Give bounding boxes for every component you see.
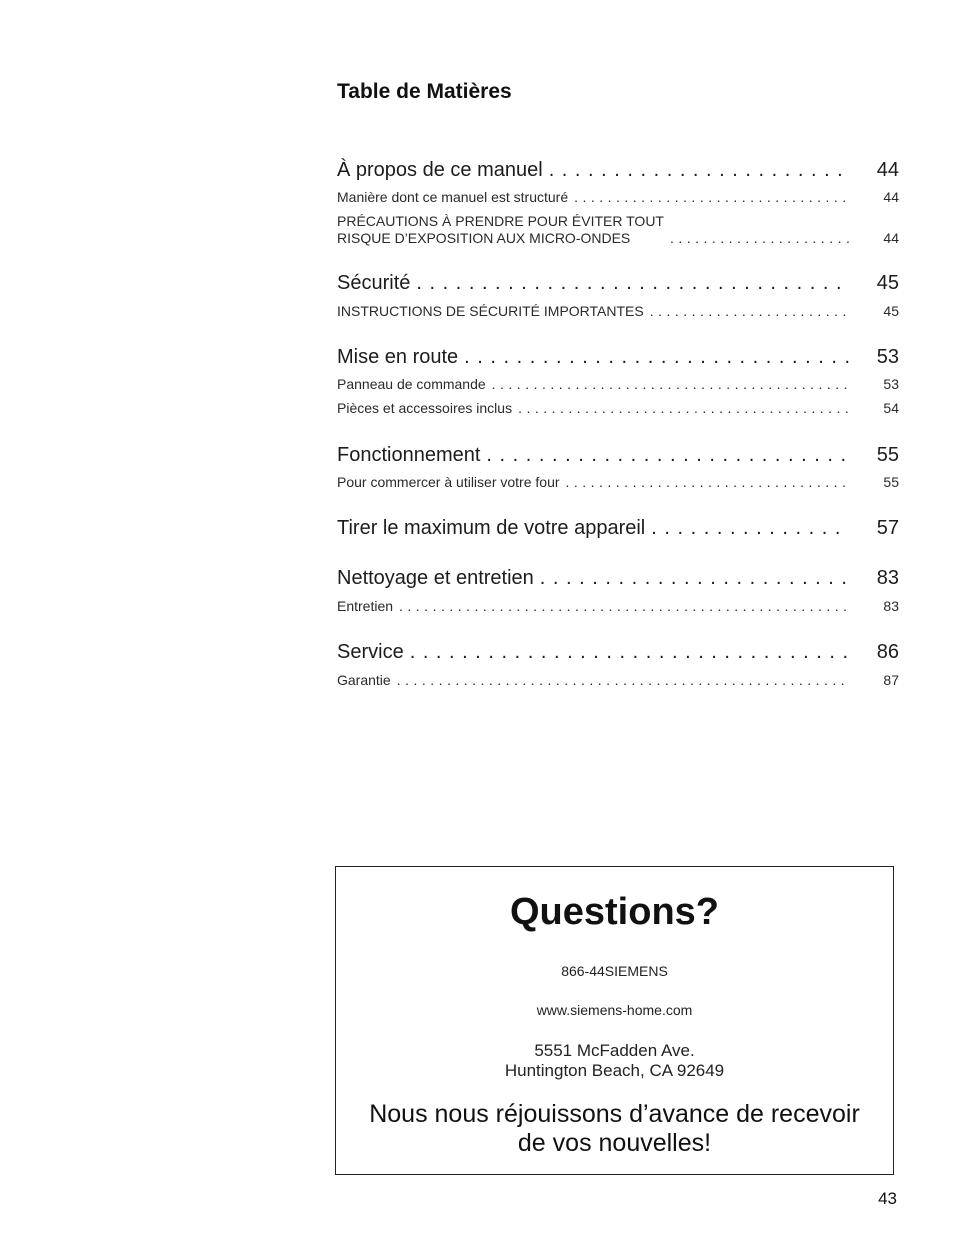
toc-heading: Table de Matières <box>337 80 512 103</box>
phone-number[interactable]: 866-44SIEMENS <box>561 963 668 979</box>
questions-box <box>335 866 894 1175</box>
toc-entry-label: PRÉCAUTIONS À PRENDRE POUR ÉVITER TOUT RISQUE D’EXPOSITION AUX MICRO-ONDES <box>337 213 664 246</box>
dot-leader <box>650 302 849 320</box>
toc-entry-page: 87 <box>883 672 899 688</box>
toc-entry-securite[interactable] <box>337 270 899 296</box>
toc-entry-page: 45 <box>883 303 899 319</box>
toc-entry-page: 55 <box>876 444 899 466</box>
toc-entry-label: INSTRUCTIONS DE SÉCURITÉ IMPORTANTES <box>337 303 644 319</box>
toc-entry-service[interactable] <box>337 639 899 665</box>
dot-leader <box>397 671 849 689</box>
closing-message-line-2: de vos nouvelles! <box>517 1129 712 1157</box>
dot-leader <box>670 229 849 247</box>
website-link[interactable]: www.siemens-home.com <box>536 1002 693 1018</box>
toc-entry-mise-en-route[interactable] <box>337 344 899 370</box>
toc-entry-label: Nettoyage et entretien <box>337 567 534 589</box>
toc-entry-label: Garantie <box>337 672 391 688</box>
toc-entry-page: 44 <box>883 189 899 205</box>
toc-entry-page: 53 <box>876 346 899 368</box>
toc-entry-page: 54 <box>883 400 899 416</box>
toc-entry-label: Tirer le maximum de votre appareil <box>337 517 646 539</box>
toc-subentry-pieces[interactable] <box>337 399 899 417</box>
toc-entry-a-propos[interactable] <box>337 157 899 183</box>
toc-entry-label: Entretien <box>337 598 394 614</box>
dot-leader <box>574 188 849 206</box>
toc-subentry-commencer[interactable] <box>337 473 899 491</box>
toc-entry-label: Sécurité <box>337 272 411 294</box>
dot-leader <box>518 399 849 417</box>
toc-subentry-structure[interactable] <box>337 188 899 206</box>
dot-leader <box>399 597 849 615</box>
toc-entry-page: 57 <box>876 517 899 539</box>
toc-entry-page: 83 <box>876 567 899 589</box>
toc-entry-page: 53 <box>883 376 899 392</box>
toc-subentry-garantie[interactable] <box>337 671 899 689</box>
toc-entry-fonctionnement[interactable] <box>337 442 899 468</box>
toc-entry-page: 83 <box>883 598 899 614</box>
toc-entry-label: Fonctionnement <box>337 444 481 466</box>
toc-entry-page: 44 <box>876 159 899 181</box>
toc-entry-nettoyage[interactable] <box>337 565 899 591</box>
toc-entry-label: Service <box>337 641 404 663</box>
toc-entry-label: À propos de ce manuel <box>337 159 543 181</box>
toc-entry-tirer-maximum[interactable] <box>337 515 899 541</box>
questions-title: Questions? <box>509 891 720 933</box>
toc-entry-page: 86 <box>876 641 899 663</box>
toc-entry-label: Manière dont ce manuel est structuré <box>337 189 569 205</box>
dot-leader <box>566 473 849 491</box>
dot-leader <box>486 442 849 468</box>
address-line-2: Huntington Beach, CA 92649 <box>504 1061 725 1080</box>
toc-subentry-panneau[interactable] <box>337 375 899 393</box>
dot-leader <box>416 270 849 296</box>
toc-entry-page: 44 <box>883 230 899 246</box>
toc-entry-label: Pièces et accessoires inclus <box>337 400 513 416</box>
dot-leader <box>540 565 849 591</box>
toc-subentry-entretien[interactable] <box>337 597 899 615</box>
toc-entry-page: 55 <box>883 474 899 490</box>
closing-message <box>336 1100 893 1158</box>
mailing-address <box>336 1041 893 1081</box>
dot-leader <box>651 515 849 541</box>
toc-entry-label: Pour commercer à utiliser votre four <box>337 474 560 490</box>
toc-entry-page: 45 <box>876 272 899 294</box>
dot-leader <box>464 344 849 370</box>
page-number: 43 <box>878 1189 897 1208</box>
dot-leader <box>492 375 849 393</box>
dot-leader <box>410 639 849 665</box>
dot-leader <box>549 157 849 183</box>
toc-subentry-precautions[interactable] <box>337 211 899 247</box>
toc-subentry-instructions[interactable] <box>337 302 899 320</box>
toc-entry-label: Panneau de commande <box>337 376 486 392</box>
toc-entry-label: Mise en route <box>337 346 459 368</box>
closing-message-line-1: Nous nous réjouissons d’avance de recevoir <box>369 1100 860 1128</box>
address-line-1: 5551 McFadden Ave. <box>534 1041 695 1060</box>
